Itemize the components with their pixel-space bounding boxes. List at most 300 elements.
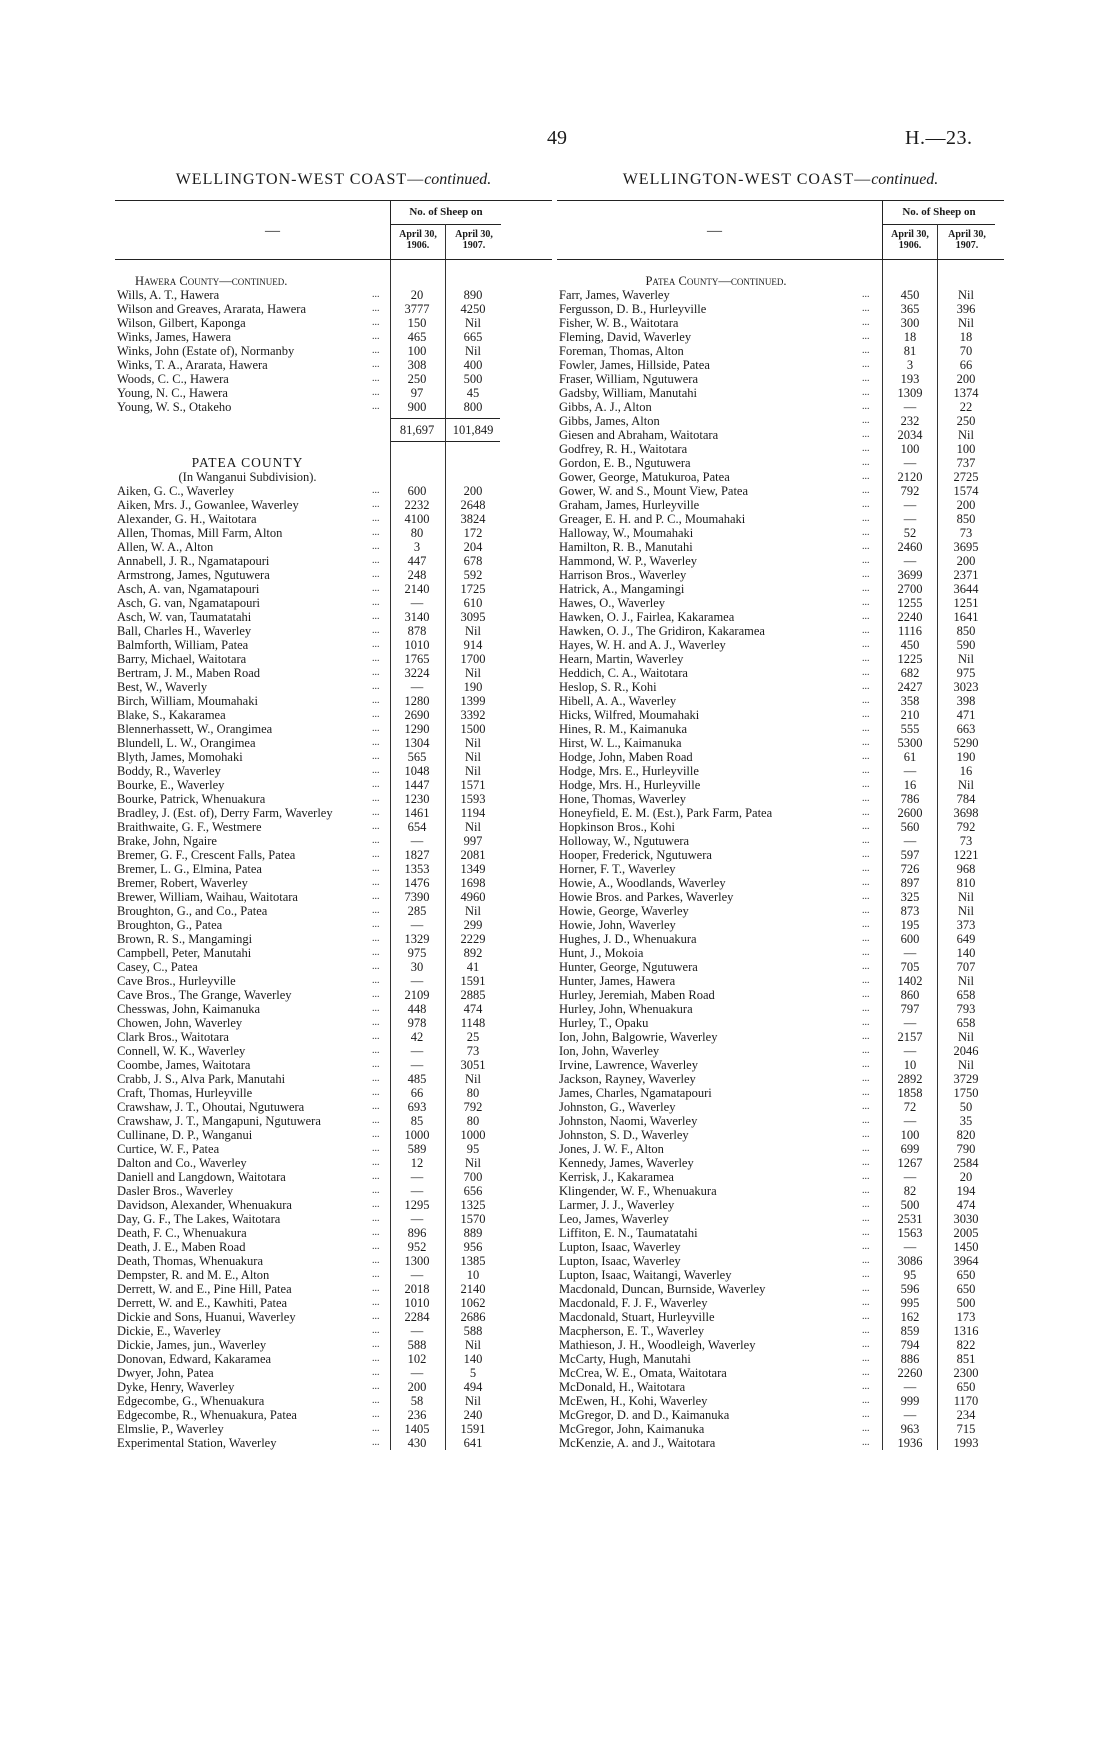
sheep-1907-value: 1593 — [460, 792, 486, 806]
sheep-1907-value: 1993 — [953, 1436, 979, 1450]
table-row — [115, 750, 552, 764]
sheep-1906-value: — — [903, 456, 917, 470]
owner-name: Kerrisk, J., Kakaramea — [559, 1170, 674, 1184]
sheep-1907-value: 665 — [463, 330, 483, 344]
owner-name: Heslop, S. R., Kohi — [559, 680, 657, 694]
owner-name: Dwyer, John, Patea — [117, 1366, 214, 1380]
sheep-1906-value: — — [410, 1044, 424, 1058]
table-row — [115, 1226, 552, 1240]
sheep-1907-value: 1170 — [953, 1394, 979, 1408]
owner-name: Alexander, G. H., Waitotara — [117, 512, 257, 526]
leader-dots: ... — [372, 1017, 380, 1028]
sheep-1907-value: 3695 — [953, 540, 979, 554]
table-row — [115, 1184, 552, 1198]
leader-dots: ... — [862, 1311, 870, 1322]
leader-dots: ... — [372, 527, 380, 538]
owner-name: Bremer, G. F., Crescent Falls, Patea — [117, 848, 296, 862]
leader-dots: ... — [372, 1045, 380, 1056]
sheep-1906-value: 2034 — [897, 428, 923, 442]
sheep-1907-value: 70 — [959, 344, 973, 358]
sheep-1906-value: 2109 — [404, 988, 430, 1002]
sheep-1906-value: 80 — [410, 526, 424, 540]
table-row — [115, 694, 552, 708]
sheep-1907-value: 2648 — [460, 498, 486, 512]
leader-dots: ... — [862, 401, 870, 412]
owner-name: Jones, J. W. F., Alton — [559, 1142, 664, 1156]
table-row — [115, 1268, 552, 1282]
sheep-1906-value: 1010 — [404, 1296, 430, 1310]
sheep-1906-value: 358 — [900, 694, 920, 708]
owner-name: Cullinane, D. P., Wanganui — [117, 1128, 253, 1142]
sheep-1907-value: 890 — [463, 288, 483, 302]
table-row — [115, 1296, 552, 1310]
leader-dots: ... — [372, 723, 380, 734]
table-row — [115, 946, 552, 960]
sheep-1907-value: Nil — [958, 652, 974, 666]
sheep-1906-value: 995 — [900, 1296, 920, 1310]
sheep-1907-value: 850 — [956, 512, 976, 526]
owner-name: McDonald, H., Waitotara — [559, 1380, 686, 1394]
table-row — [115, 638, 552, 652]
sheep-1906-value: — — [903, 946, 917, 960]
owner-name: Hicks, Wilfred, Moumahaki — [559, 708, 700, 722]
col-1907-header: April 30, 1907. — [948, 229, 986, 251]
right-table-body — [557, 260, 1004, 1450]
sheep-1906-value: 786 — [900, 792, 920, 806]
owner-name: Fergusson, D. B., Hurleyville — [559, 302, 707, 316]
leader-dots: ... — [372, 1395, 380, 1406]
sheep-1906-value: 285 — [407, 904, 427, 918]
sheep-1907-value: 73 — [466, 1044, 480, 1058]
section-heading-patea — [557, 274, 875, 288]
owner-name: Crawshaw, J. T., Ohoutai, Ngutuwera — [117, 1100, 305, 1114]
owner-name: Hooper, Frederick, Ngutuwera — [559, 848, 712, 862]
leader-dots: ... — [862, 373, 870, 384]
owner-name: Ion, John, Balgowrie, Waverley — [559, 1030, 718, 1044]
sheep-1906-value: 1476 — [404, 876, 430, 890]
owner-name: Derrett, W. and E., Kawhiti, Patea — [117, 1296, 288, 1310]
table-row — [115, 1002, 552, 1016]
leader-dots: ... — [372, 373, 380, 384]
owner-name: Hughes, J. D., Whenuakura — [559, 932, 697, 946]
owner-name: Blennerhassett, W., Orangimea — [117, 722, 273, 736]
sheep-1906-value: 565 — [407, 750, 427, 764]
sheep-1906-value: 325 — [900, 890, 920, 904]
table-row — [115, 1044, 552, 1058]
sheep-1907-value: 656 — [463, 1184, 483, 1198]
owner-name: Hunt, J., Mokoia — [559, 946, 644, 960]
leader-dots: ... — [372, 849, 380, 860]
leader-dots: ... — [372, 877, 380, 888]
table-row — [115, 1170, 552, 1184]
leader-dots: ... — [372, 513, 380, 524]
sheep-1907-value: 649 — [956, 932, 976, 946]
leader-dots: ... — [862, 415, 870, 426]
leader-dots: ... — [372, 1409, 380, 1420]
table-row — [115, 1156, 552, 1170]
sheep-1906-value: 430 — [407, 1436, 427, 1450]
leader-dots: ... — [372, 933, 380, 944]
sheep-1907-value: 80 — [466, 1086, 480, 1100]
sheep-1907-value: 715 — [956, 1422, 976, 1436]
owner-name: Winks, T. A., Ararata, Hawera — [117, 358, 268, 372]
leader-dots: ... — [862, 877, 870, 888]
owner-name: Liffiton, E. N., Taumatatahi — [559, 1226, 698, 1240]
sheep-1907-value: Nil — [465, 750, 481, 764]
leader-dots: ... — [862, 597, 870, 608]
owner-name: Hawes, O., Waverley — [559, 596, 666, 610]
owner-name: Day, G. F., The Lakes, Waitotara — [117, 1212, 281, 1226]
table-row — [115, 1366, 552, 1380]
sheep-1906-value: 7390 — [404, 890, 430, 904]
sheep-1907-value: Nil — [958, 316, 974, 330]
section-heading-text: Patea County—continued. — [645, 274, 787, 288]
sheep-1906-value: 597 — [900, 848, 920, 862]
sheep-1907-value: 590 — [956, 638, 976, 652]
sheep-1907-value: 1325 — [460, 1198, 486, 1212]
sheep-1906-value: 897 — [900, 876, 920, 890]
sheep-1906-value: 886 — [900, 1352, 920, 1366]
owner-name: McEwen, H., Kohi, Waverley — [559, 1394, 708, 1408]
leader-dots: ... — [862, 1171, 870, 1182]
leader-dots: ... — [372, 821, 380, 832]
sheep-1907-value: 3051 — [460, 1058, 486, 1072]
owner-name: Hurley, T., Opaku — [559, 1016, 649, 1030]
sheep-1907-value: 5 — [469, 1366, 477, 1380]
leader-dots: ... — [372, 1381, 380, 1392]
sheep-1906-value: — — [903, 1016, 917, 1030]
leader-dots: ... — [862, 1017, 870, 1028]
leader-dots: ... — [372, 891, 380, 902]
sheep-1907-value: Nil — [958, 974, 974, 988]
sheep-1907-value: 35 — [959, 1114, 973, 1128]
total-1907: 101,849 — [452, 423, 494, 437]
sheep-1907-value: 997 — [463, 834, 483, 848]
table-row — [115, 1100, 552, 1114]
owner-name: McKenzie, A. and J., Waitotara — [559, 1436, 716, 1450]
sheep-1907-value: 140 — [956, 946, 976, 960]
owner-name: Dasler Bros., Waverley — [117, 1184, 234, 1198]
table-row — [115, 736, 552, 750]
table-row — [115, 1324, 552, 1338]
owner-name: Hines, R. M., Kaimanuka — [559, 722, 688, 736]
table-row — [115, 890, 552, 904]
header-dash: — — [265, 223, 280, 239]
sheep-1906-value: 81 — [903, 344, 917, 358]
sheep-1907-value: 658 — [956, 1016, 976, 1030]
table-row — [115, 680, 552, 694]
sheep-1906-value: 1858 — [897, 1086, 923, 1100]
table-row — [115, 778, 552, 792]
leader-dots: ... — [862, 1073, 870, 1084]
table-row — [115, 666, 552, 680]
sheep-1906-value: 2892 — [897, 1072, 923, 1086]
leader-dots: ... — [862, 443, 870, 454]
sheep-1906-value: 1461 — [404, 806, 430, 820]
owner-name: Hawken, O. J., The Gridiron, Kakaramea — [559, 624, 765, 638]
owner-name: Annabell, J. R., Ngamatapouri — [117, 554, 270, 568]
sheep-1907-value: 494 — [463, 1380, 483, 1394]
sheep-1907-value: 1399 — [460, 694, 486, 708]
table-row — [115, 386, 552, 400]
sheep-1906-value: 3224 — [404, 666, 430, 680]
sheep-1907-value: 889 — [463, 1226, 483, 1240]
sheep-1907-value: Nil — [958, 288, 974, 302]
sheep-1907-value: 45 — [466, 386, 480, 400]
sheep-1906-value: — — [903, 400, 917, 414]
owner-name: Asch, W. van, Taumatatahi — [117, 610, 252, 624]
sheep-1906-value: 589 — [407, 1142, 427, 1156]
sheep-1907-value: 1591 — [460, 974, 486, 988]
owner-name: Asch, G. van, Ngamatapouri — [117, 596, 261, 610]
leader-dots: ... — [862, 1213, 870, 1224]
sheep-1907-value: 2885 — [460, 988, 486, 1002]
sheep-1907-value: 793 — [956, 1002, 976, 1016]
leader-dots: ... — [372, 807, 380, 818]
sheep-1906-value: 1290 — [404, 722, 430, 736]
sheep-1906-value: 102 — [407, 1352, 427, 1366]
table-row — [115, 1352, 552, 1366]
owner-name: Dyke, Henry, Waverley — [117, 1380, 235, 1394]
table-row — [115, 1240, 552, 1254]
owner-name: Lupton, Isaac, Waitangi, Waverley — [559, 1268, 732, 1282]
owner-name: Gibbs, James, Alton — [559, 414, 660, 428]
sheep-1907-value: 400 — [463, 358, 483, 372]
leader-dots: ... — [372, 1423, 380, 1434]
sheep-1907-value: 975 — [956, 666, 976, 680]
sheep-1907-value: Nil — [465, 344, 481, 358]
sheep-1906-value: 1010 — [404, 638, 430, 652]
sheep-1906-value: 61 — [903, 750, 917, 764]
table-row — [115, 792, 552, 806]
right-table-header — [557, 200, 1004, 260]
sheep-1907-value: 1221 — [953, 848, 979, 862]
sheep-1907-value: Nil — [465, 1394, 481, 1408]
sheep-1907-value: Nil — [465, 764, 481, 778]
leader-dots: ... — [372, 611, 380, 622]
leader-dots: ... — [372, 709, 380, 720]
sheep-1907-value: Nil — [465, 624, 481, 638]
leader-dots: ... — [862, 1003, 870, 1014]
owner-name: Heddich, C. A., Waitotara — [559, 666, 688, 680]
sheep-1906-value: 654 — [407, 820, 427, 834]
owner-name: Dalton and Co., Waverley — [117, 1156, 247, 1170]
leader-dots: ... — [372, 919, 380, 930]
leader-dots: ... — [372, 863, 380, 874]
leader-dots: ... — [862, 835, 870, 846]
table-row — [115, 1030, 552, 1044]
sheep-1907-value: 41 — [466, 960, 480, 974]
sheep-1907-value: 200 — [956, 498, 976, 512]
sheep-1907-value: 650 — [956, 1380, 976, 1394]
sheep-1906-value: 975 — [407, 946, 427, 960]
owner-name: Curtice, W. F., Patea — [117, 1142, 220, 1156]
leader-dots: ... — [862, 485, 870, 496]
leader-dots: ... — [372, 1339, 380, 1350]
owner-name: Elmslie, P., Waverley — [117, 1422, 224, 1436]
sheep-1906-value: 85 — [410, 1114, 424, 1128]
owner-name: Hodge, John, Maben Road — [559, 750, 693, 764]
leader-dots: ... — [862, 723, 870, 734]
sheep-1906-value: 3777 — [404, 302, 430, 316]
table-row — [115, 344, 552, 358]
owner-name: Crawshaw, J. T., Mangapuni, Ngutuwera — [117, 1114, 321, 1128]
sheep-1906-value: 555 — [900, 722, 920, 736]
owner-name: Gibbs, A. J., Alton — [559, 400, 652, 414]
table-row — [115, 764, 552, 778]
owner-name: Davidson, Alexander, Whenuakura — [117, 1198, 292, 1212]
table-row — [115, 652, 552, 666]
owner-name: Armstrong, James, Ngutuwera — [117, 568, 270, 582]
sheep-1907-value: 398 — [956, 694, 976, 708]
sheep-1906-value: 200 — [407, 1380, 427, 1394]
table-row — [115, 1254, 552, 1268]
leader-dots: ... — [862, 1409, 870, 1420]
sheep-1906-value: 248 — [407, 568, 427, 582]
leader-dots: ... — [372, 1311, 380, 1322]
owner-name: Gower, W. and S., Mount View, Patea — [559, 484, 749, 498]
leader-dots: ... — [372, 1171, 380, 1182]
sheep-1907-value: Nil — [465, 736, 481, 750]
owner-name: Howie Bros. and Parkes, Waverley — [559, 890, 734, 904]
owner-name: Winks, John (Estate of), Normanby — [117, 344, 295, 358]
sheep-1907-value: 200 — [956, 372, 976, 386]
sheep-1907-value: 956 — [463, 1240, 483, 1254]
table-row — [115, 624, 552, 638]
leader-dots: ... — [862, 1129, 870, 1140]
leader-dots: ... — [862, 1255, 870, 1266]
sheep-1906-value: 2232 — [404, 498, 430, 512]
leader-dots: ... — [372, 569, 380, 580]
sheep-1906-value: — — [410, 1366, 424, 1380]
sheep-1906-value: 726 — [900, 862, 920, 876]
sheep-1907-value: 474 — [463, 1002, 483, 1016]
owner-name: Death, F. C., Whenuakura — [117, 1226, 247, 1240]
sheep-1907-value: 822 — [956, 1338, 976, 1352]
leader-dots: ... — [862, 611, 870, 622]
column-rule — [445, 260, 446, 1450]
sheep-1907-value: 1574 — [953, 484, 979, 498]
table-row — [115, 1114, 552, 1128]
table-row — [115, 484, 552, 498]
table-row — [115, 848, 552, 862]
sheep-1907-value: 792 — [956, 820, 976, 834]
sheep-1906-value: 100 — [900, 442, 920, 456]
table-row — [115, 498, 552, 512]
col-1906-header: April 30, 1906. — [891, 229, 929, 251]
owner-name: Howie, George, Waverley — [559, 904, 689, 918]
leader-dots: ... — [862, 1437, 870, 1448]
leader-dots: ... — [372, 541, 380, 552]
owner-name: Fisher, W. B., Waitotara — [559, 316, 679, 330]
owner-name: Broughton, G., and Co., Patea — [117, 904, 268, 918]
owner-name: Craft, Thomas, Hurleyville — [117, 1086, 253, 1100]
sheep-1906-value: 859 — [900, 1324, 920, 1338]
owner-name: Hearn, Martin, Waverley — [559, 652, 684, 666]
sheep-1907-value: 850 — [956, 624, 976, 638]
sheep-1907-value: 707 — [956, 960, 976, 974]
sheep-1906-value: 30 — [410, 960, 424, 974]
sheep-1906-value: 1300 — [404, 1254, 430, 1268]
leader-dots: ... — [372, 1157, 380, 1168]
table-row — [115, 1436, 552, 1450]
sheep-1906-value: 485 — [407, 1072, 427, 1086]
sheep-1907-value: 250 — [956, 414, 976, 428]
sheep-1907-value: 3729 — [953, 1072, 979, 1086]
sheep-1907-value: 373 — [956, 918, 976, 932]
sheep-1907-value: 610 — [463, 596, 483, 610]
leader-dots: ... — [372, 555, 380, 566]
leader-dots: ... — [862, 1339, 870, 1350]
right-column-title: WELLINGTON-WEST COAST—continued. — [622, 171, 939, 188]
sheep-1907-value: 1571 — [460, 778, 486, 792]
leader-dots: ... — [372, 387, 380, 398]
leader-dots: ... — [862, 1227, 870, 1238]
owner-name: Cave Bros., The Grange, Waverley — [117, 988, 292, 1002]
leader-dots: ... — [372, 653, 380, 664]
leader-dots: ... — [862, 345, 870, 356]
owner-name: Macdonald, F. J. F., Waverley — [559, 1296, 708, 1310]
sheep-1907-value: 474 — [956, 1198, 976, 1212]
owner-name: Bourke, Patrick, Whenuakura — [117, 792, 266, 806]
sheep-1907-value: 1349 — [460, 862, 486, 876]
owner-name: Bradley, J. (Est. of), Derry Farm, Waverley — [117, 806, 333, 820]
sheep-1906-value: — — [903, 1240, 917, 1254]
owner-name: Farr, James, Waverley — [559, 288, 670, 302]
leader-dots: ... — [862, 905, 870, 916]
table-row — [115, 1310, 552, 1324]
sheep-1907-value: 914 — [463, 638, 483, 652]
sheep-1907-value: 3095 — [460, 610, 486, 624]
sheep-1906-value: 447 — [407, 554, 427, 568]
sheep-1907-value: Nil — [465, 820, 481, 834]
sheep-1907-value: 5290 — [953, 736, 979, 750]
sheep-1907-value: 2046 — [953, 1044, 979, 1058]
document-reference: H.—23. — [905, 127, 973, 149]
sheep-1907-value: 200 — [463, 484, 483, 498]
owner-name: Gower, George, Matukuroa, Patea — [559, 470, 730, 484]
leader-dots: ... — [372, 289, 380, 300]
table-row — [115, 1016, 552, 1030]
sheep-1907-value: 800 — [463, 400, 483, 414]
sheep-count-header: No. of Sheep on — [409, 206, 483, 218]
sheep-1907-value: Nil — [465, 316, 481, 330]
owner-name: Larmer, J. J., Waverley — [559, 1198, 675, 1212]
sheep-1907-value: 2140 — [460, 1282, 486, 1296]
owner-name: Johnston, S. D., Waverley — [559, 1128, 689, 1142]
leader-dots: ... — [372, 639, 380, 650]
leader-dots: ... — [862, 1185, 870, 1196]
leader-dots: ... — [372, 1241, 380, 1252]
sheep-1906-value: 20 — [410, 288, 424, 302]
table-row — [115, 960, 552, 974]
sheep-1906-value: 794 — [900, 1338, 920, 1352]
sheep-1907-value: 471 — [956, 708, 976, 722]
leader-dots: ... — [372, 359, 380, 370]
table-row — [115, 316, 552, 330]
leader-dots: ... — [862, 583, 870, 594]
owner-name: McGregor, John, Kaimanuka — [559, 1422, 705, 1436]
owner-name: Brown, R. S., Mangamingi — [117, 932, 253, 946]
sheep-1906-value: — — [410, 680, 424, 694]
leader-dots: ... — [372, 1115, 380, 1126]
sheep-1906-value: 952 — [407, 1240, 427, 1254]
sheep-1907-value: 2081 — [460, 848, 486, 862]
sheep-1906-value: — — [410, 834, 424, 848]
sheep-1906-value: 1447 — [404, 778, 430, 792]
page-number: 49 — [547, 127, 567, 149]
sheep-1906-value: 1329 — [404, 932, 430, 946]
